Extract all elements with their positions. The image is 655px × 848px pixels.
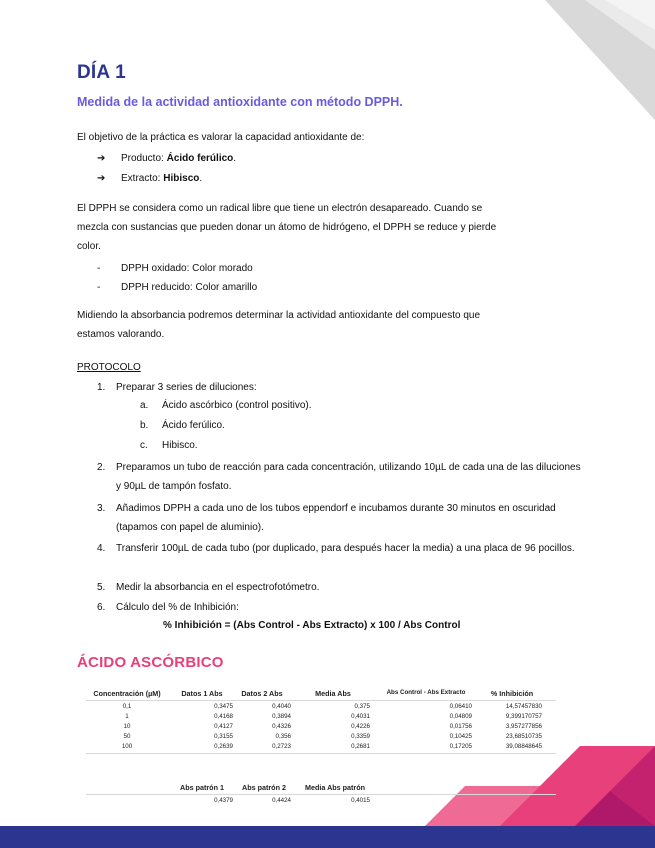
table-cell: 0,10425 — [449, 733, 472, 740]
table-cell: 0,4424 — [272, 797, 291, 804]
absorbance-text-line: Midiendo la absorbancia podremos determinar la actividad antioxidante del compuesto que — [77, 310, 481, 321]
table-cell: 0,1 — [122, 703, 132, 710]
table-cell: 0,3894 — [272, 713, 291, 720]
dilution-item — [140, 420, 225, 431]
protocol-step — [97, 598, 582, 617]
step-number: 6. — [97, 602, 106, 613]
arrow-icon: ➔ — [97, 173, 106, 184]
table-header-row — [86, 688, 556, 700]
footer-band — [0, 826, 655, 848]
table-cell: 0,04809 — [449, 713, 472, 720]
patron-header-row — [86, 782, 556, 794]
dilution-text: Ácido ferúlico. — [162, 420, 225, 431]
table-cell: 0,4031 — [351, 713, 370, 720]
table-cell: 0,375 — [354, 703, 370, 710]
protocol-step — [97, 499, 582, 537]
column-header: Datos 2 Abs — [241, 689, 283, 698]
table-rule — [86, 753, 556, 754]
step-text: Transferir 100µL de cada tubo (por duplicado, para después hacer la media) a una placa de 96 pocillos. — [116, 543, 575, 554]
table-cell: 0,4326 — [272, 723, 291, 730]
table-cell: 0,4127 — [214, 723, 233, 730]
dpph-state-text: DPPH reducido: Color amarillo — [121, 282, 258, 293]
step-text: Cálculo del % de Inhibición: — [116, 602, 239, 613]
table-cell: 0,3475 — [214, 703, 233, 710]
table-cell: 10 — [123, 723, 131, 730]
table-cell: 0,2681 — [351, 743, 370, 750]
table-cell: 0,4379 — [214, 797, 233, 804]
step-text: Añadimos DPPH a cada uno de los tubos eppendorf e incubamos durante 30 minutos en oscuridad (tapamos con papel de aluminio). — [116, 503, 556, 533]
step-text: Medir la absorbancia en el espectrofotómetro. — [116, 582, 320, 593]
table-cell: 100 — [121, 743, 133, 750]
table-cell: 0,4015 — [351, 797, 370, 804]
step-number: 5. — [97, 582, 106, 593]
table-cell: 0,3359 — [351, 733, 370, 740]
dpph-text-line: El DPPH se considera como un radical libre que tiene un electrón desapareado. Cuando se — [77, 203, 483, 214]
table-cell: 0,17205 — [449, 743, 472, 750]
step-number: 3. — [97, 503, 106, 514]
dilution-text: Hibisco. — [162, 440, 198, 451]
target-item — [97, 173, 202, 184]
table-cell: 0,4040 — [272, 703, 291, 710]
step-number: 1. — [97, 382, 106, 393]
column-header: Abs patrón 2 — [242, 783, 286, 792]
column-header: Media Abs — [315, 689, 351, 698]
dpph-state-text: DPPH oxidado: Color morado — [121, 263, 253, 274]
column-header: Abs patrón 1 — [180, 783, 224, 792]
table-rule — [86, 700, 556, 701]
table-cell: 0,4226 — [351, 723, 370, 730]
column-header: Abs Control - Abs Extracto — [386, 689, 466, 696]
column-header: % Inhibición — [490, 689, 534, 698]
page-subtitle: Medida de la actividad antioxidante con método DPPH. — [77, 95, 403, 109]
absorbance-text-line: estamos valorando. — [77, 329, 165, 340]
corner-decoration-top — [545, 0, 655, 120]
step-number: 2. — [97, 462, 106, 473]
column-header: Media Abs patrón — [304, 783, 366, 792]
protocol-heading: PROTOCOLO — [77, 362, 141, 373]
dash-marker: - — [97, 282, 101, 293]
dilution-text: Ácido ascórbico (control positivo). — [162, 400, 312, 411]
dilution-letter: a. — [140, 400, 149, 411]
table-cell: 1 — [125, 713, 129, 720]
table-cell: 0,3155 — [214, 733, 233, 740]
table-row — [86, 712, 556, 722]
table-row — [86, 702, 556, 712]
table-cell: 14,57457830 — [505, 703, 542, 710]
protocol-step — [97, 458, 582, 496]
inhibition-formula: % Inhibición = (Abs Control - Abs Extracto) x 100 / Abs Control — [163, 620, 461, 631]
table-cell: 0,01756 — [449, 723, 472, 730]
table-cell: 0,356 — [275, 733, 291, 740]
dilution-item — [140, 400, 312, 411]
table-cell: 23,68510735 — [505, 733, 542, 740]
column-header: Datos 1 Abs — [181, 689, 223, 698]
protocol-step — [97, 539, 582, 558]
protocol-step — [97, 378, 582, 397]
column-header: Concentración (µM) — [93, 689, 161, 698]
dash-marker: - — [97, 263, 101, 274]
step-text: Preparamos un tubo de reacción para cada concentración, utilizando 10µL de cada una de las diluciones y 90µL de tampón fosfato. — [116, 462, 581, 492]
dilution-letter: c. — [140, 440, 148, 451]
dilution-letter: b. — [140, 420, 149, 431]
page-title: DÍA 1 — [77, 62, 126, 83]
step-number: 4. — [97, 543, 106, 554]
table-cell: 0,06410 — [449, 703, 472, 710]
table-cell: 0,2639 — [214, 743, 233, 750]
table-cell: 3,957277856 — [505, 723, 542, 730]
table-row — [86, 742, 556, 752]
section-title: ÁCIDO ASCÓRBICO — [77, 654, 224, 671]
dpph-state-item — [97, 282, 257, 293]
table-row — [86, 732, 556, 742]
dpph-text-line: mezcla con sustancias que pueden donar un átomo de hidrógeno, el DPPH se reduce y pierde — [77, 222, 497, 233]
table-cell: 9,399170757 — [505, 713, 542, 720]
patron-value-row — [86, 796, 556, 806]
target-label: Extracto: — [121, 173, 164, 184]
target-label: Producto: — [121, 153, 167, 164]
dpph-state-item — [97, 263, 253, 274]
table-cell: 0,4168 — [214, 713, 233, 720]
table-cell: 50 — [123, 733, 131, 740]
target-item — [97, 153, 236, 164]
dpph-text-line: color. — [77, 241, 101, 252]
arrow-icon: ➔ — [97, 153, 106, 164]
intro-text: El objetivo de la práctica es valorar la capacidad antioxidante de: — [77, 132, 365, 143]
step-text: Preparar 3 series de diluciones: — [116, 382, 257, 393]
table-cell: 39,08848645 — [505, 743, 542, 750]
table-cell: 0,2723 — [272, 743, 291, 750]
target-end: . — [199, 173, 203, 184]
target-end: . — [233, 153, 237, 164]
table-rule — [86, 794, 556, 795]
target-value: Hibisco — [163, 173, 200, 184]
target-value: Ácido ferúlico — [166, 153, 234, 164]
table-row — [86, 722, 556, 732]
dilution-item — [140, 440, 198, 451]
protocol-step — [97, 578, 582, 597]
